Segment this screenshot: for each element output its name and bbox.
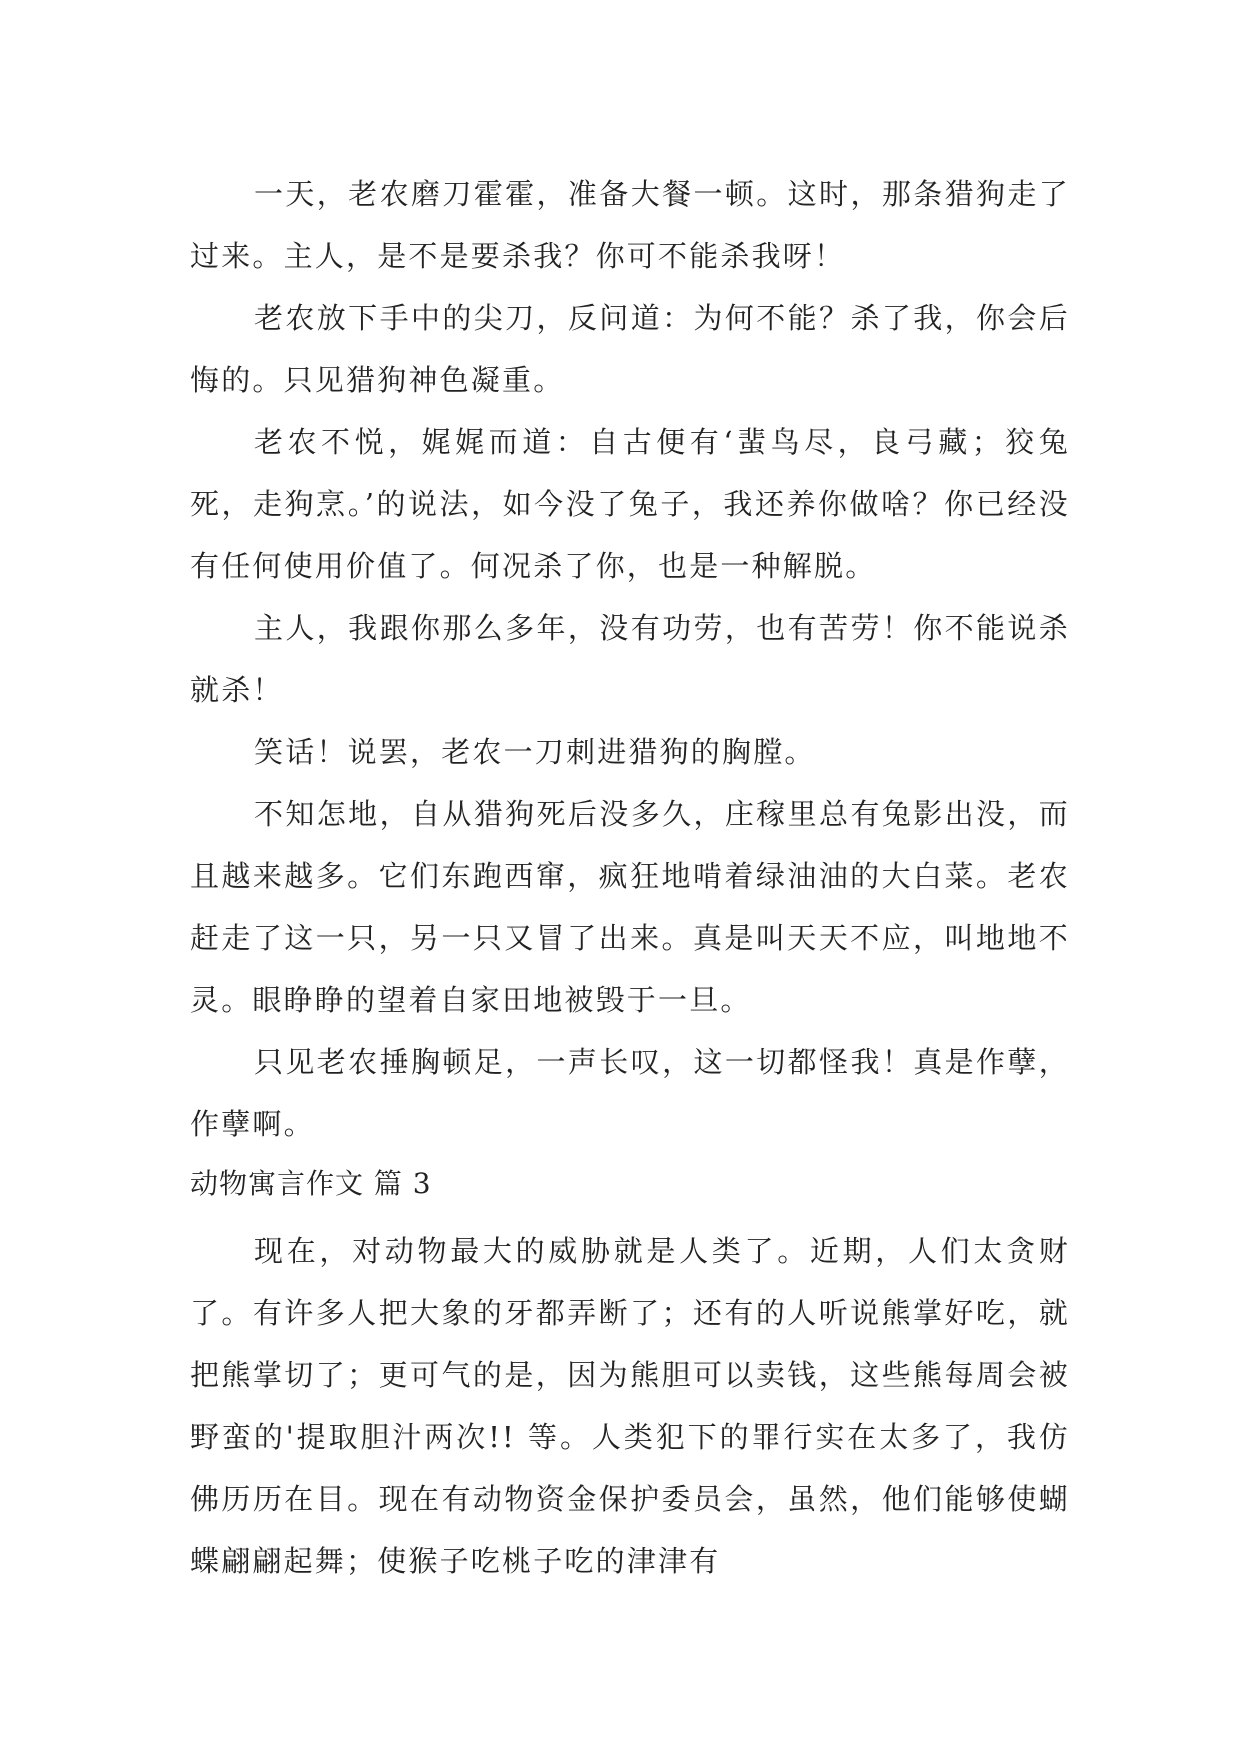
paragraph: 老农放下手中的尖刀，反问道：为何不能？杀了我，你会后悔的。只见猎狗神色凝重。 [190, 301, 1070, 397]
story-body [190, 163, 1070, 1155]
paragraph: 现在，对动物最大的威胁就是人类了。近期，人们太贪财了。有许多人把大象的牙都弄断了；还有的人听说熊掌好吃，就把熊掌切了；更可气的是，因为熊胆可以卖钱，这些熊每周会被野蛮的'提取胆汁两次!! 等。人类犯下的罪行实在太多了，我仿佛历历在目。现在有动物资金保护委员会，虽然，他们能够使蝴蝶翩翩起舞；使猴子吃桃子吃的津津有 [190, 1234, 1070, 1578]
paragraph: 笑话！说罢，老农一刀刺进猎狗的胸膛。 [254, 735, 816, 769]
paragraph: 老农不悦，娓娓而道：自古便有‘蜚鸟尽，良弓藏；狡兔死，走狗烹。’的说法，如今没了兔子，我还养你做啥？你已经没有任何使用价值了。何况杀了你，也是一种解脱。 [190, 425, 1070, 583]
section-body [190, 1220, 1070, 1592]
paragraph: 一天，老农磨刀霍霍，准备大餐一顿。这时，那条猎狗走了过来。主人，是不是要杀我？你可不能杀我呀！ [190, 177, 1070, 273]
paragraph: 不知怎地，自从猎狗死后没多久，庄稼里总有兔影出没，而且越来越多。它们东跑西窜，疯狂地啃着绿油油的大白菜。老农赶走了这一只，另一只又冒了出来。真是叫天天不应，叫地地不灵。眼睁睁的望着自家田地被毁于一旦。 [190, 797, 1070, 1017]
section-title: 动物寓言作文 篇 3 [190, 1167, 432, 1200]
paragraph: 只见老农捶胸顿足，一声长叹，这一切都怪我！真是作孽，作孽啊。 [190, 1045, 1070, 1141]
paragraph: 主人，我跟你那么多年，没有功劳，也有苦劳！你不能说杀就杀！ [190, 611, 1070, 707]
